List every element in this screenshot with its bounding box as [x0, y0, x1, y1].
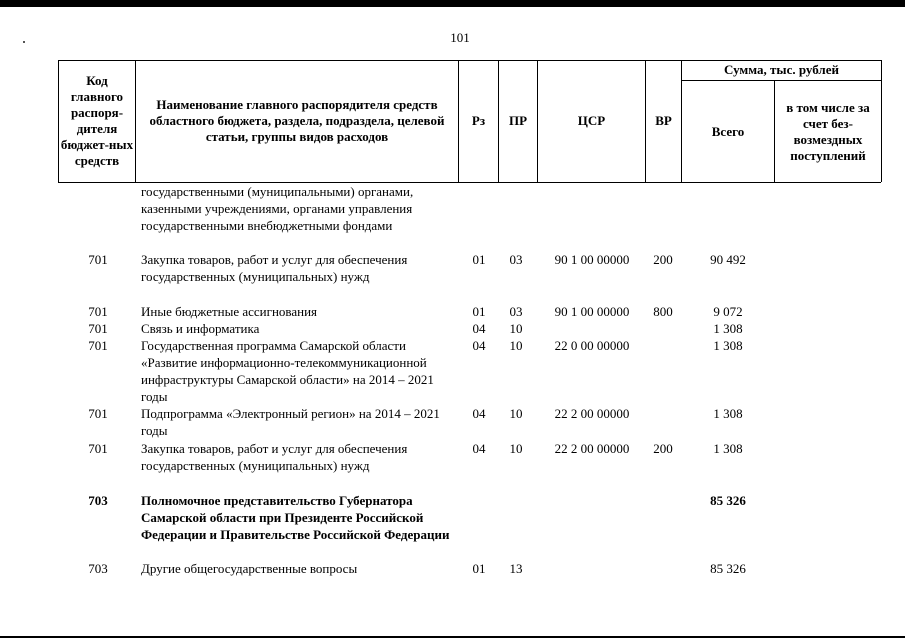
name-cell: Закупка товаров, работ и услуг для обеспечения государственных (муниципальных) нужд — [141, 252, 408, 284]
header-pr: ПР — [508, 113, 528, 128]
col-border — [135, 60, 136, 182]
total-cell: 1 308 — [713, 406, 743, 421]
rz-cell: 01 — [472, 561, 486, 576]
pr-cell: 13 — [509, 561, 523, 576]
header-vr: ВР — [655, 113, 672, 128]
vr-cell: 200 — [653, 252, 673, 267]
name-cell: Полномочное представительство Губернатора Самарской области при Президенте Российской Федерации и Правительстве Российской Федерации — [141, 493, 450, 542]
total-cell: 85 326 — [710, 493, 746, 508]
total-cell: 90 492 — [710, 252, 746, 267]
pr-cell: 10 — [509, 321, 523, 336]
total-cell: 1 308 — [713, 338, 743, 353]
csr-cell: 22 0 00 00000 — [554, 338, 630, 353]
code-cell: 701 — [88, 406, 108, 421]
name-cell: Иные бюджетные ассигнования — [141, 304, 318, 319]
name-cell: Связь и информатика — [141, 321, 260, 336]
header-name: Наименование главного распорядителя средств областного бюджета, раздела, подраздела, целевой статьи, группы видов расходов — [149, 97, 445, 144]
header-csr: ЦСР — [577, 113, 606, 128]
name-cell: Подпрограмма «Электронный регион» на 2014 – 2021 годы — [141, 406, 440, 438]
top-rule — [0, 0, 905, 7]
col-border — [881, 60, 882, 182]
pr-cell: 10 — [509, 406, 523, 421]
rz-cell: 01 — [472, 252, 486, 267]
page-number: 101 — [450, 30, 470, 45]
total-cell: 1 308 — [713, 321, 743, 336]
name-cell: Закупка товаров, работ и услуг для обеспечения государственных (муниципальных) нужд — [141, 441, 408, 473]
code-cell: 701 — [88, 252, 108, 267]
csr-cell: 90 1 00 00000 — [554, 304, 630, 319]
code-cell: 701 — [88, 304, 108, 319]
rz-cell: 04 — [472, 441, 486, 456]
code-cell: 703 — [88, 493, 108, 508]
csr-cell: 22 2 00 00000 — [554, 441, 630, 456]
csr-cell: 22 2 00 00000 — [554, 406, 630, 421]
header-sum: Сумма, тыс. рублей — [724, 62, 839, 77]
code-cell: 701 — [88, 338, 108, 353]
bottom-rule — [0, 636, 905, 638]
code-cell: 701 — [88, 441, 108, 456]
header-incl: в том числе за счет без-возмездных поступлений — [786, 99, 870, 163]
rz-cell: 01 — [472, 304, 486, 319]
scan-speck — [23, 41, 25, 43]
rz-cell: 04 — [472, 321, 486, 336]
name-cell: Другие общегосударственные вопросы — [141, 561, 358, 576]
csr-cell: 90 1 00 00000 — [554, 252, 630, 267]
pr-cell: 03 — [509, 252, 523, 267]
name-cell: государственными (муниципальными) органами, казенными учреждениями, органами управления государственными внебюджетными фондами — [141, 184, 414, 233]
name-cell: Государственная программа Самарской области «Развитие информационно-телекоммуникационной инфраструктуры Самарской области» на 2014 – 2021 годы — [141, 338, 434, 404]
code-cell: 703 — [88, 561, 108, 576]
pr-cell: 10 — [509, 441, 523, 456]
total-cell: 9 072 — [713, 304, 743, 319]
vr-cell: 200 — [653, 441, 673, 456]
pr-cell: 03 — [509, 304, 523, 319]
vr-cell: 800 — [653, 304, 673, 319]
header-rz: Рз — [471, 113, 486, 128]
total-cell: 1 308 — [713, 441, 743, 456]
total-cell: 85 326 — [710, 561, 746, 576]
rz-cell: 04 — [472, 406, 486, 421]
rz-cell: 04 — [472, 338, 486, 353]
header-code: Код главного распоря-дителя бюджет-ных средств — [60, 73, 134, 168]
pr-cell: 10 — [509, 338, 523, 353]
code-cell: 701 — [88, 321, 108, 336]
header-total: Всего — [711, 123, 745, 139]
